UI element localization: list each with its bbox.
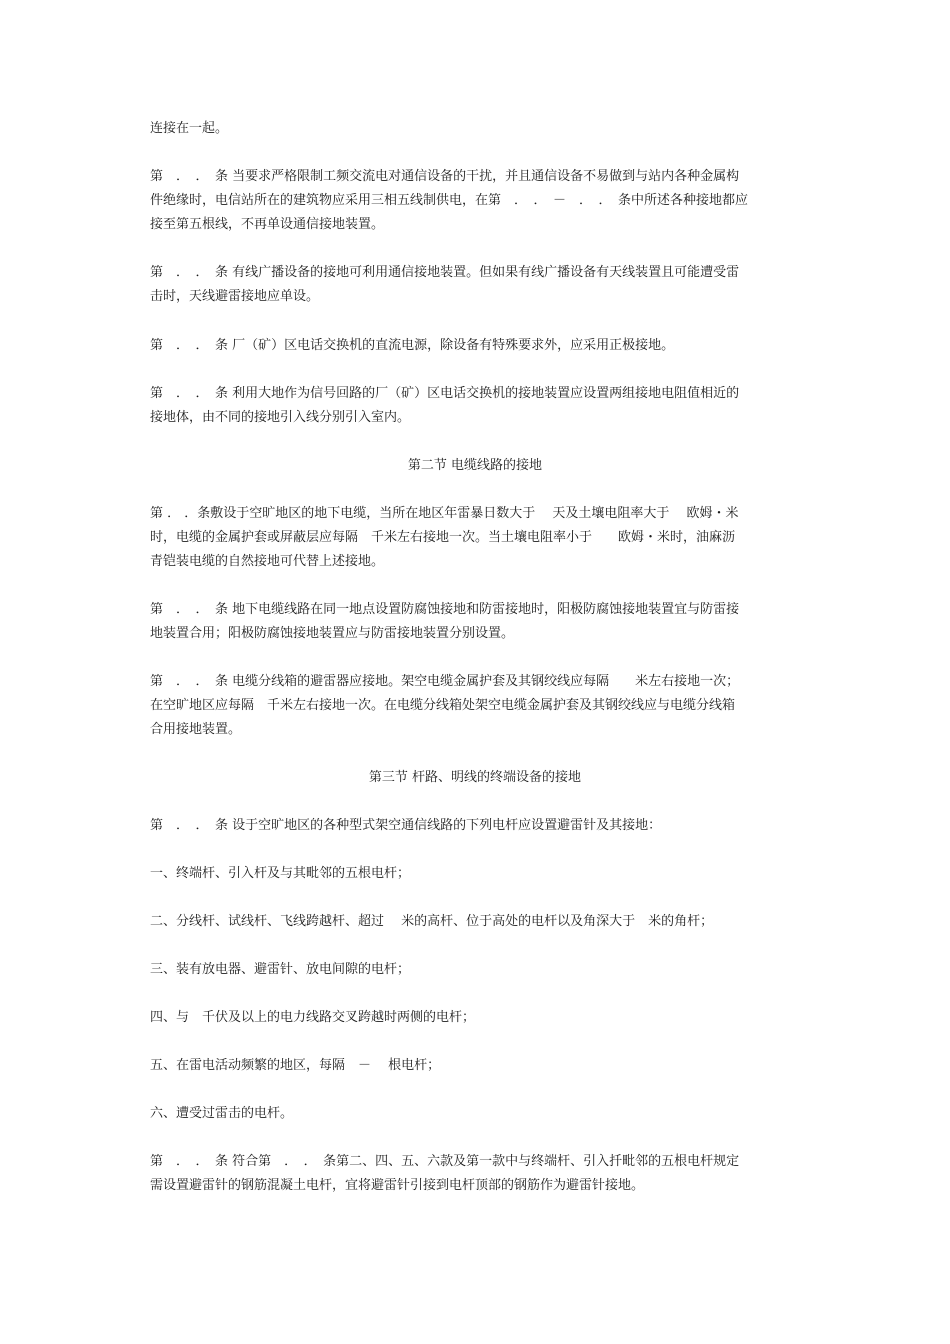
text-line: 时，电缆的金属护套或屏蔽层应每隔 千米左右接地一次。当土壤电阻率小于 欧姆・米时，油麻沥 xyxy=(150,530,736,545)
text-line: 第 ． ． 条 利用大地作为信号回路的厂（矿）区电话交换机的接地装置应设置两组接地电阻值相近的 xyxy=(150,386,740,401)
section-heading: 第二节 电缆线路的接地 xyxy=(407,458,543,473)
text-line: 第 ． ．条敷设于空旷地区的地下电缆，当所在地区年雷暴日数大于 天及土壤电阻率大于 欧姆・米 xyxy=(150,506,739,521)
list-item: 六、遭受过雷击的电杆。 xyxy=(150,1106,294,1121)
list-item: 三、装有放电器、避雷针、放电间隙的电杆； xyxy=(150,962,411,977)
text-line: 第 ． ． 条 当要求严格限制工频交流电对通信设备的干扰，并且通信设备不易做到与站内各种金属构 xyxy=(150,169,740,184)
list-item: 四、与 千伏及以上的电力线路交叉跨越时两侧的电杆； xyxy=(150,1010,476,1025)
section-heading: 第三节 杆路、明线的终端设备的接地 xyxy=(368,770,582,785)
text-line: 接地体，由不同的接地引入线分别引入室内。 xyxy=(150,410,411,425)
text-line: 第 ． ． 条 电缆分线箱的避雷器应接地。架空电缆金属护套及其钢绞线应每隔 米左右接地一次； xyxy=(150,674,740,689)
text-line: 青铠装电缆的自然接地可代替上述接地。 xyxy=(150,554,385,569)
list-item: 五、在雷电活动频繁的地区，每隔 － 根电杆； xyxy=(150,1058,441,1073)
text-line: 第 ． ． 条 符合第 ． ． 条第二、四、五、六款及第一款中与终端杆、引入扦毗邻的五根电杆规定 xyxy=(150,1154,740,1169)
list-item: 二、分线杆、试线杆、飞线跨越杆、超过 米的高杆、位于高处的电杆以及角深大于 米的角杆； xyxy=(150,914,714,929)
list-item: 一、终端杆、引入杆及与其毗邻的五根电杆； xyxy=(150,866,411,881)
text-line: 在空旷地区应每隔 千米左右接地一次。在电缆分线箱处架空电缆金属护套及其钢绞线应与电缆分线箱 xyxy=(150,698,736,713)
text-line: 第 ． ． 条 厂（矿）区电话交换机的直流电源，除设备有特殊要求外，应采用正极接地。 xyxy=(150,338,675,353)
text-line: 需设置避雷针的钢筋混凝土电杆，宜将避雷针引接到电杆顶部的钢筋作为避雷针接地。 xyxy=(150,1178,645,1193)
text-line: 连接在一起。 xyxy=(150,121,229,136)
text-line: 第 ． ． 条 设于空旷地区的各种型式架空通信线路的下列电杆应设置避雷针及其接地： xyxy=(150,818,662,833)
text-line: 件绝缘时，电信站所在的建筑物应采用三相五线制供电，在第 ． ． － ． ． 条中所述各种接地都应 xyxy=(150,193,749,208)
text-line: 合用接地装置。 xyxy=(150,722,242,737)
text-line: 击时，天线避雷接地应单设。 xyxy=(150,289,320,304)
text-line: 第 ． ． 条 地下电缆线路在同一地点设置防腐蚀接地和防雷接地时，阳极防腐蚀接地装置宜与防雷接 xyxy=(150,602,740,617)
text-line: 第 ． ． 条 有线广播设备的接地可利用通信接地装置。但如果有线广播设备有天线装置且可能遭受雷 xyxy=(150,265,740,280)
text-line: 接至第五根线，不再单设通信接地装置。 xyxy=(150,217,385,232)
text-line: 地装置合用；阳极防腐蚀接地装置应与防雷接地装置分别设置。 xyxy=(150,626,515,641)
